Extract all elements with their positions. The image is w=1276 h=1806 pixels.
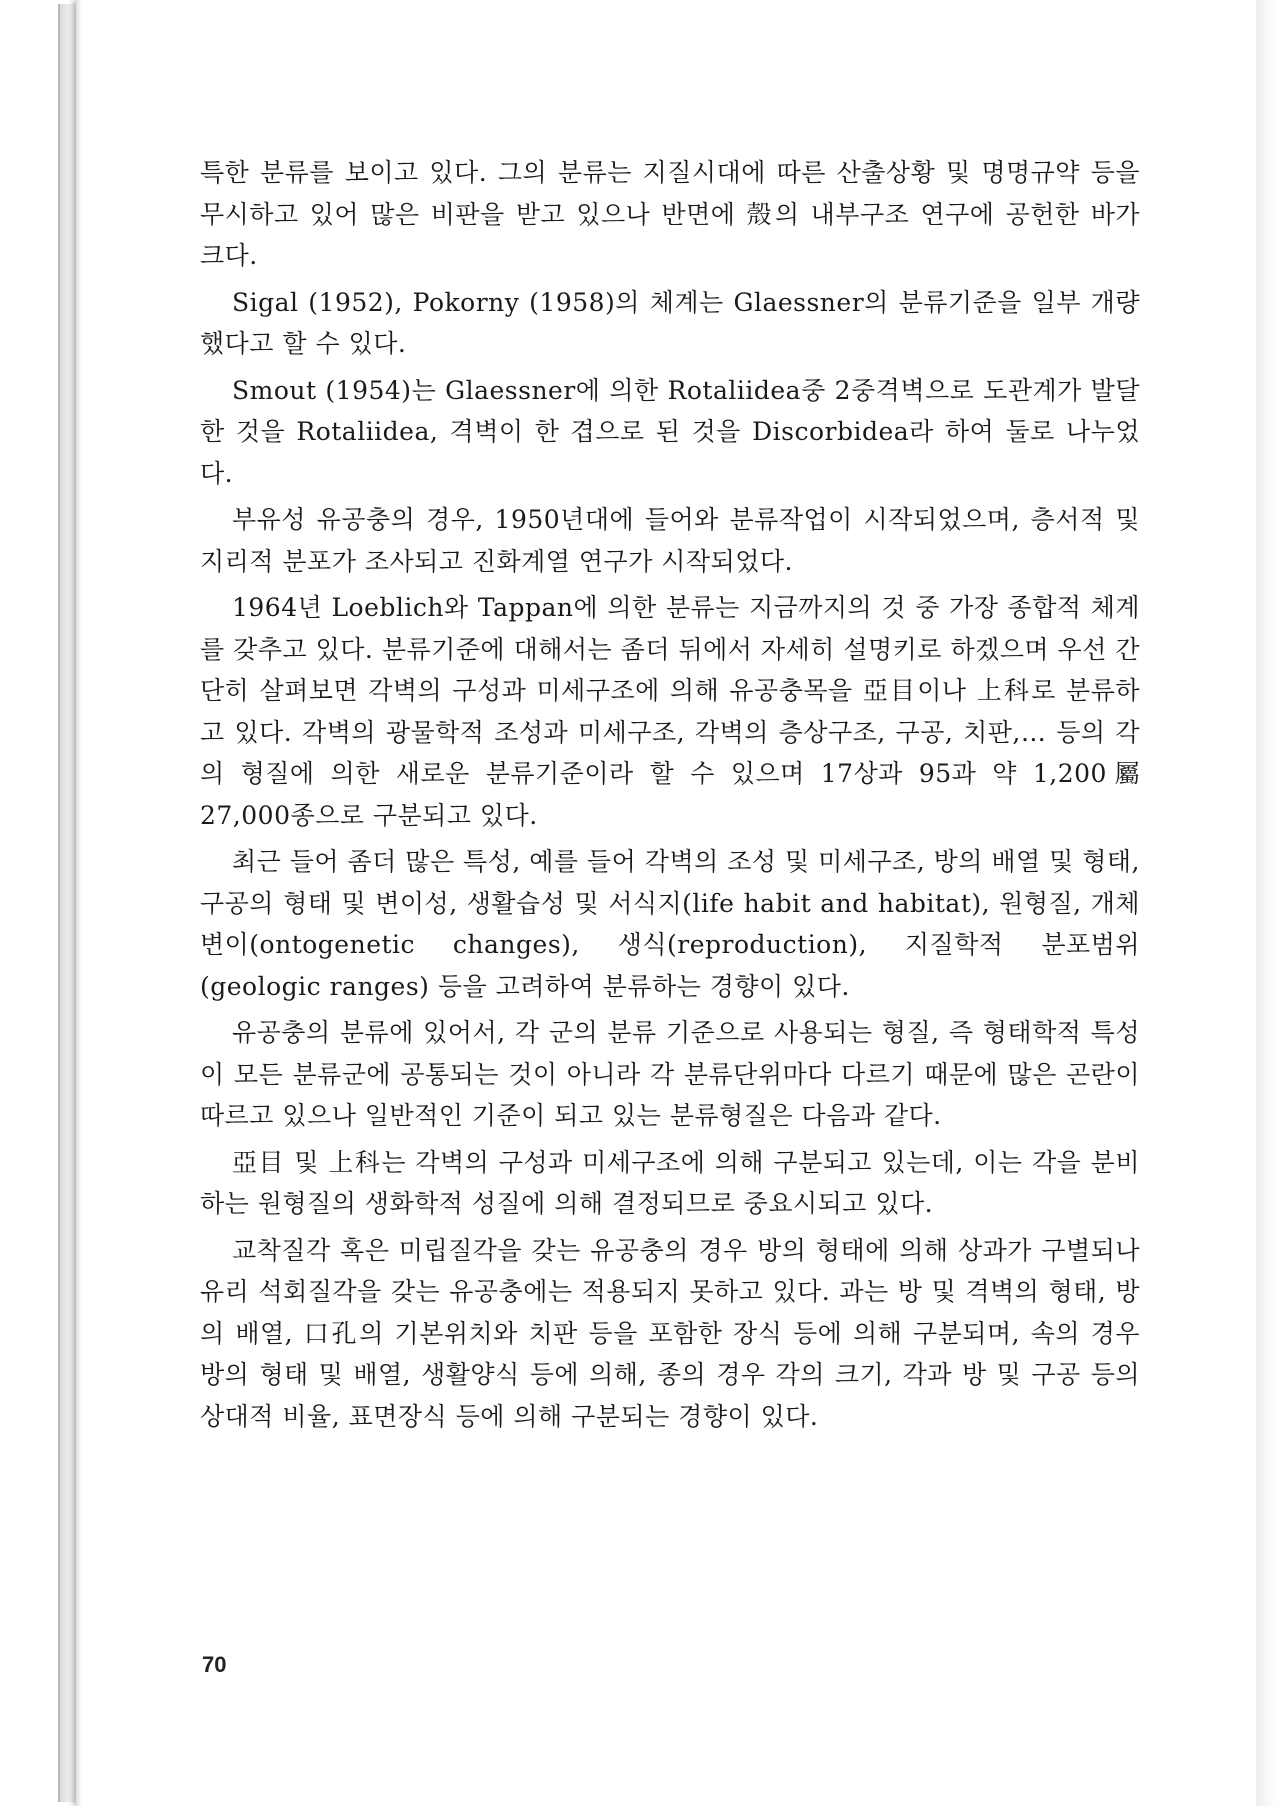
paragraph-recent-characteristics: 최근 들어 좀더 많은 특성, 예를 들어 각벽의 조성 및 미세구조, 방의 배열 및 형태, 구공의 형태 및 변이성, 생활습성 및 서식지(life habit and habitat), 원형질, 개체변이(ontogenetic changes), 생식(reproduction), 지질학적 분포범위(geologic ranges) 등을 고려하여 분류하는 경향이 있다. (200, 847, 1140, 1001)
page-right-edge (1256, 0, 1276, 1806)
paragraph-classification-criteria: 유공충의 분류에 있어서, 각 군의 분류 기준으로 사용되는 형질, 즉 형태학적 특성이 모든 분류군에 공통되는 것이 아니라 각 분류단위마다 다르기 때문에 많은 곤란이 따르고 있으나 일반적인 기준이 되고 있는 분류형질은 다음과 같다. (200, 1018, 1140, 1130)
body-text (200, 152, 1140, 1442)
paragraph-loeblich-tappan: 1964년 Loeblich와 Tappan에 의한 분류는 지금까지의 것 중 가장 종합적 체계를 갖추고 있다. 분류기준에 대해서는 좀더 뒤에서 자세히 설명키로 하겠으며 우선 간단히 살펴보면 각벽의 구성과 미세구조에 의해 유공충목을 亞目이나 上科로 분류하고 있다. 각벽의 광물학적 조성과 미세구조, 각벽의 층상구조, 구공, 치판,… 등의 각의 형질에 의한 새로운 분류기준이라 할 수 있으며 17상과 95과 약 1,200屬 27,000종으로 구분되고 있다. (200, 593, 1140, 830)
paragraph-planktonic: 부유성 유공충의 경우, 1950년대에 들어와 분류작업이 시작되었으며, 층서적 및 지리적 분포가 조사되고 진화계열 연구가 시작되었다. (200, 505, 1140, 576)
paragraph-sigal-pokorny: Sigal (1952), Pokorny (1958)의 체계는 Glaessner의 분류기준을 일부 개량했다고 할 수 있다. (200, 287, 1140, 358)
page-gutter-shadow (76, 0, 82, 1806)
paragraph-continued: 특한 분류를 보이고 있다. 그의 분류는 지질시대에 따른 산출상황 및 명명규약 등을 무시하고 있어 많은 비판을 받고 있으나 반면에 殼의 내부구조 연구에 공헌한 바가 크다. (200, 158, 1140, 270)
paragraph-agglutinated: 교착질각 혹은 미립질각을 갖는 유공충의 경우 방의 형태에 의해 상과가 구별되나 유리 석회질각을 갖는 유공충에는 적용되지 못하고 있다. 과는 방 및 격벽의 형태, 방의 배열, 口孔의 기본위치와 치판 등을 포함한 장식 등에 의해 구분되며, 속의 경우 방의 형태 및 배열, 생활양식 등에 의해, 종의 경우 각의 크기, 각과 방 및 구공 등의 상대적 비율, 표면장식 등에 의해 구분되는 경향이 있다. (200, 1235, 1140, 1431)
paragraph-smout: Smout (1954)는 Glaessner에 의한 Rotaliidea중 2중격벽으로 도관계가 발달한 것을 Rotaliidea, 격벽이 한 겹으로 된 것을 Discorbidea라 하여 둘로 나누었다. (200, 375, 1140, 488)
paragraph-suborder-superfamily: 亞目 및 上科는 각벽의 구성과 미세구조에 의해 구분되고 있는데, 이는 각을 분비하는 원형질의 생화학적 성질에 의해 결정되므로 중요시되고 있다. (200, 1147, 1140, 1218)
page-number: 70 (202, 1652, 227, 1677)
